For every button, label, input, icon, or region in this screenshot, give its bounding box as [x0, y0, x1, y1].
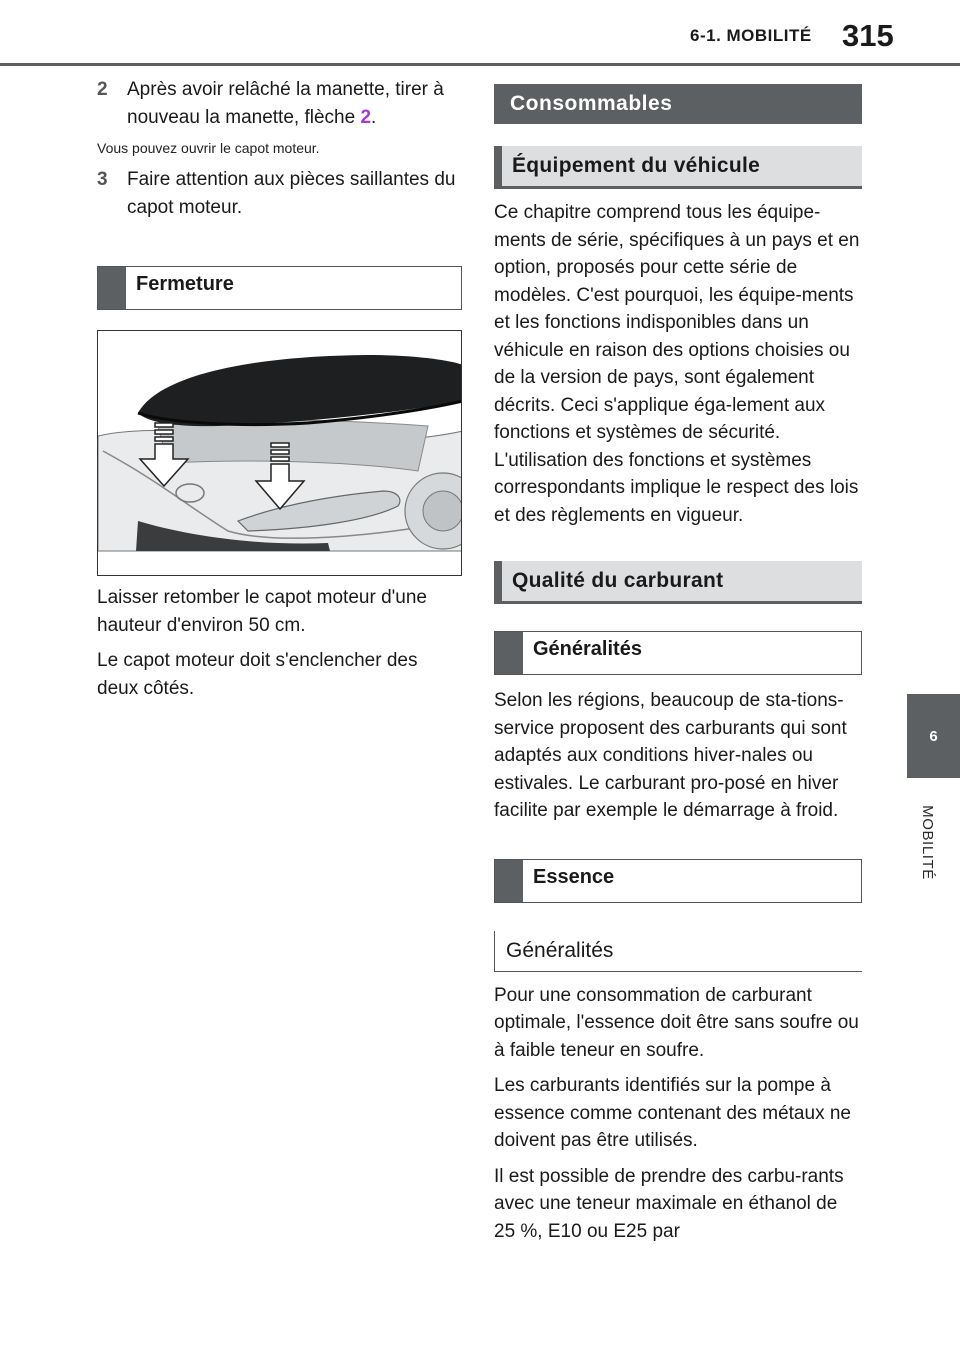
heading-text: Fermeture — [136, 273, 234, 295]
section-title: 6-1. MOBILITÉ — [690, 26, 812, 45]
car-hood-drawing — [98, 331, 462, 575]
step-text-end: . — [371, 107, 377, 128]
paragraph: Le capot moteur doit s'enclencher des deux côtés. — [97, 650, 418, 699]
arrow-reference: 2 — [360, 107, 372, 128]
left-column — [97, 76, 462, 702]
header-rule — [0, 63, 960, 66]
paragraph: Selon les régions, beaucoup de sta-tions-service proposent des carburants qui sont adaptés aux conditions hiver-nales ou estivales. Le carburant pro-posé en hiver facilite par exemple le démarrage à froid. — [494, 690, 847, 821]
paragraph: Pour une consommation de carburant optimale, l'essence doit être sans soufre ou à faible teneur en soufre. — [494, 984, 859, 1061]
heading-bar — [495, 860, 523, 902]
paragraph: Il est possible de prendre des carbu-rants avec une teneur maximale en éthanol de 25 %, E10 ou E25 par — [494, 1165, 844, 1242]
chapter-label — [917, 792, 937, 892]
paragraph: Les carburants identifiés sur la pompe à essence comme contenant des métaux ne doivent pas être utilisés. — [494, 1075, 851, 1151]
note-text: Vous pouvez ouvrir le capot moteur. — [97, 140, 320, 156]
heading-text: Essence — [533, 865, 615, 888]
heading-generalites — [494, 631, 862, 675]
hood-closing-illustration — [97, 330, 462, 576]
paragraph: Laisser retomber le capot moteur d'une hauteur d'environ 50 cm. — [97, 587, 427, 636]
chapter-label-text: MOBILITÉ — [918, 804, 936, 880]
step-number: 3 — [97, 169, 108, 190]
subsection-heading-qualite: Qualité du carburant — [494, 561, 862, 604]
step-2 — [97, 76, 462, 132]
paragraph: Ce chapitre comprend tous les équipe-ments de série, spécifiques à un pays et en option, proposés pour cette série de modèles. C'est pourquoi, les équipe-ments et les fonctions indisponibles dans un véhicule en raison des options choisies ou de la version de pays, sont également décrits. Ceci s'applique éga-lement aux fonctions et systèmes de sécurité. L'utilisation des fonctions et systèmes correspondants implique le respect des lois et des règlements en vigueur. — [494, 202, 860, 526]
step-number: 2 — [97, 79, 108, 100]
heading-text: Généralités — [533, 638, 642, 660]
section-heading-consommables: Consommables — [494, 84, 862, 124]
heading-bar — [98, 267, 126, 309]
heading-essence — [494, 859, 862, 903]
page-number: 315 — [842, 18, 894, 53]
step-text: Faire attention aux pièces saillantes du capot moteur. — [127, 169, 456, 218]
heading-bar — [495, 632, 523, 674]
heading-fermeture — [97, 266, 462, 310]
chapter-tab[interactable]: 6 — [907, 694, 960, 778]
subheading-generalites: Généralités — [494, 931, 862, 972]
step-text-main: Après avoir relâché la manette, tirer à nouveau la manette, flèche — [127, 79, 444, 128]
subsection-heading-equipement: Équipement du véhicule — [494, 146, 862, 189]
right-column — [494, 84, 862, 1245]
step-text — [127, 76, 462, 132]
step-3 — [97, 166, 462, 222]
